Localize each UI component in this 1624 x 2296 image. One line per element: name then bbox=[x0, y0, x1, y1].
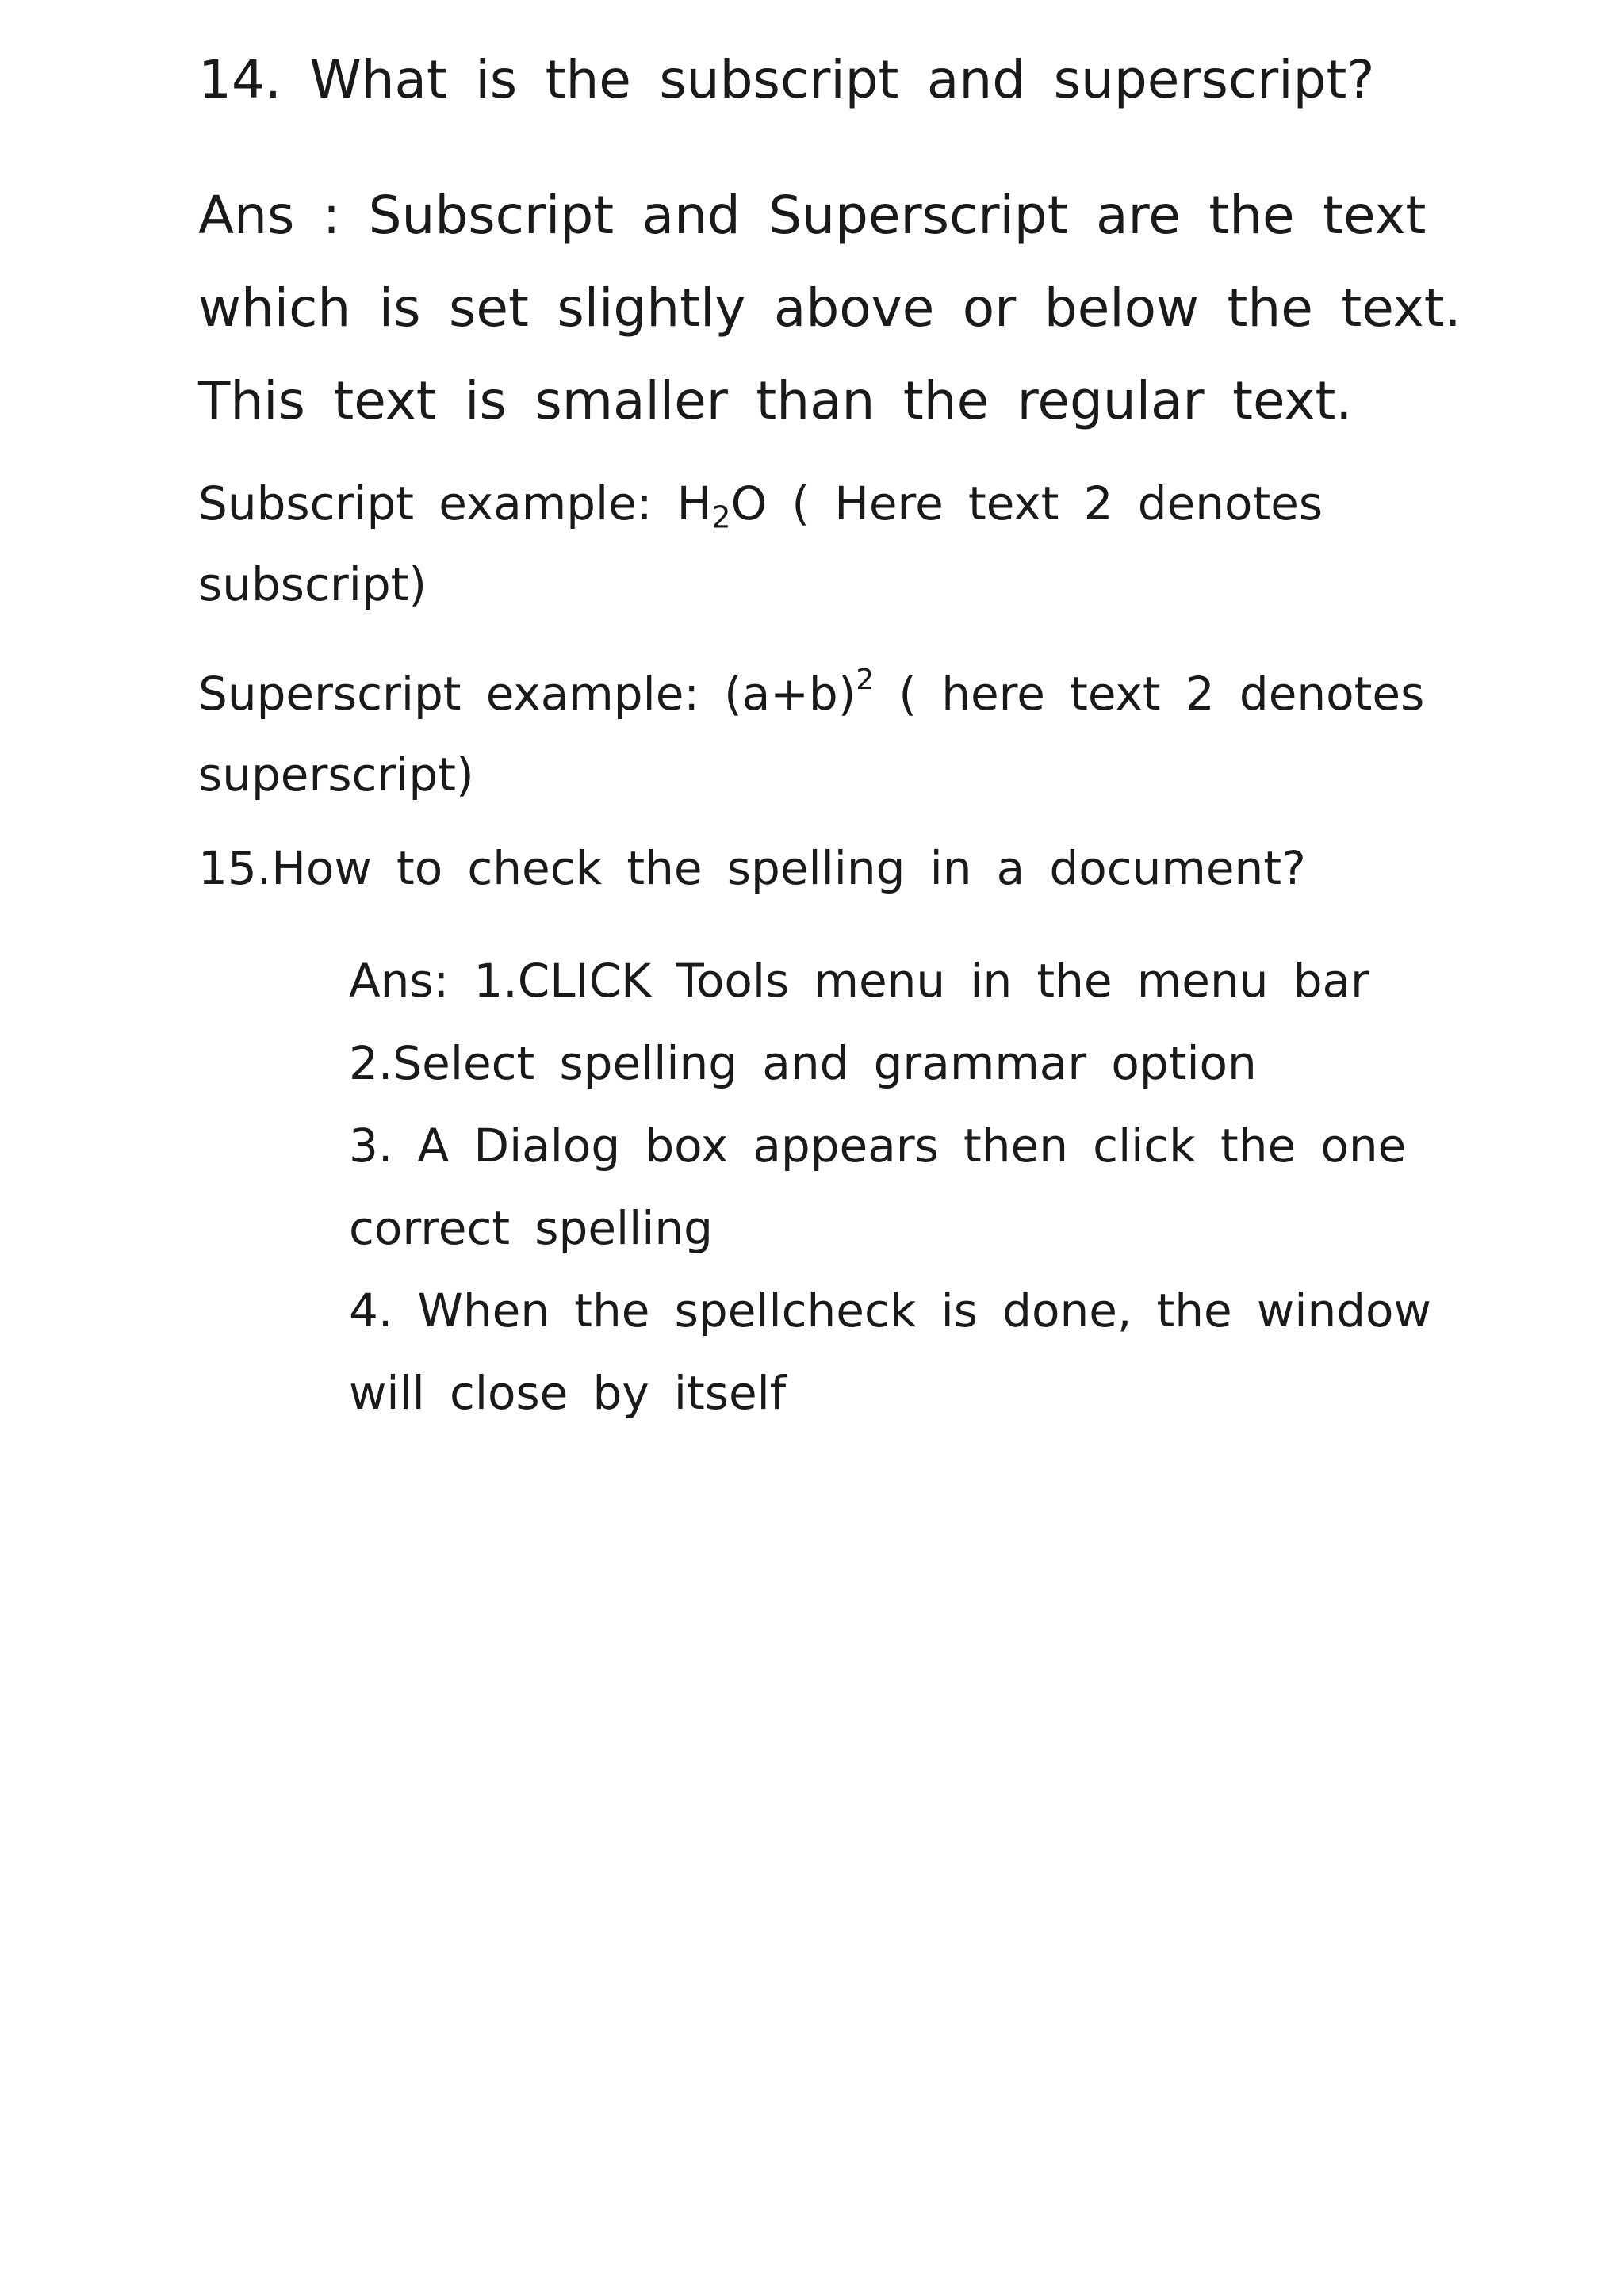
question-14-text: 14. What is the subscript and superscript? bbox=[198, 49, 1375, 110]
subscript-example-line-1 bbox=[198, 463, 1323, 544]
answer-15-line-1: Ans: 1.CLICK Tools menu in the menu bar bbox=[349, 954, 1369, 1008]
superscript-example-line-2: superscript) bbox=[198, 748, 474, 802]
answer-15-line-2: 2.Select spelling and grammar option bbox=[349, 1036, 1257, 1090]
subscript-example bbox=[198, 463, 1323, 625]
superscript-example-prefix: Superscript example: (a+b) bbox=[198, 667, 856, 721]
answer-15 bbox=[349, 939, 1431, 1434]
question-15-text: 15.How to check the spelling in a document? bbox=[198, 841, 1306, 895]
subscript-example-line-2: subscript) bbox=[198, 557, 427, 611]
superscript-example bbox=[198, 653, 1424, 815]
answer-14 bbox=[198, 169, 1461, 447]
answer-14-line-1: Ans : Subscript and Superscript are the text bbox=[198, 185, 1427, 246]
answer-15-line-3: 3. A Dialog box appears then click the one bbox=[349, 1119, 1407, 1173]
superscript-example-suffix: ( here text 2 denotes bbox=[874, 667, 1425, 721]
superscript-example-line-1 bbox=[198, 653, 1424, 734]
subscript-example-suffix: O ( Here text 2 denotes bbox=[730, 476, 1323, 530]
answer-15-line-4: correct spelling bbox=[349, 1201, 713, 1255]
question-15 bbox=[198, 836, 1306, 900]
answer-14-line-2: which is set slightly above or below the text. bbox=[198, 277, 1461, 339]
answer-15-line-5: 4. When the spellcheck is done, the window bbox=[349, 1284, 1431, 1337]
answer-15-line-6: will close by itself bbox=[349, 1366, 787, 1420]
question-14 bbox=[198, 48, 1374, 113]
subscript-example-prefix: Subscript example: H bbox=[198, 476, 712, 530]
answer-14-line-3: This text is smaller than the regular text. bbox=[198, 370, 1353, 431]
subscript-mark: 2 bbox=[711, 499, 731, 536]
superscript-mark: 2 bbox=[856, 664, 875, 697]
